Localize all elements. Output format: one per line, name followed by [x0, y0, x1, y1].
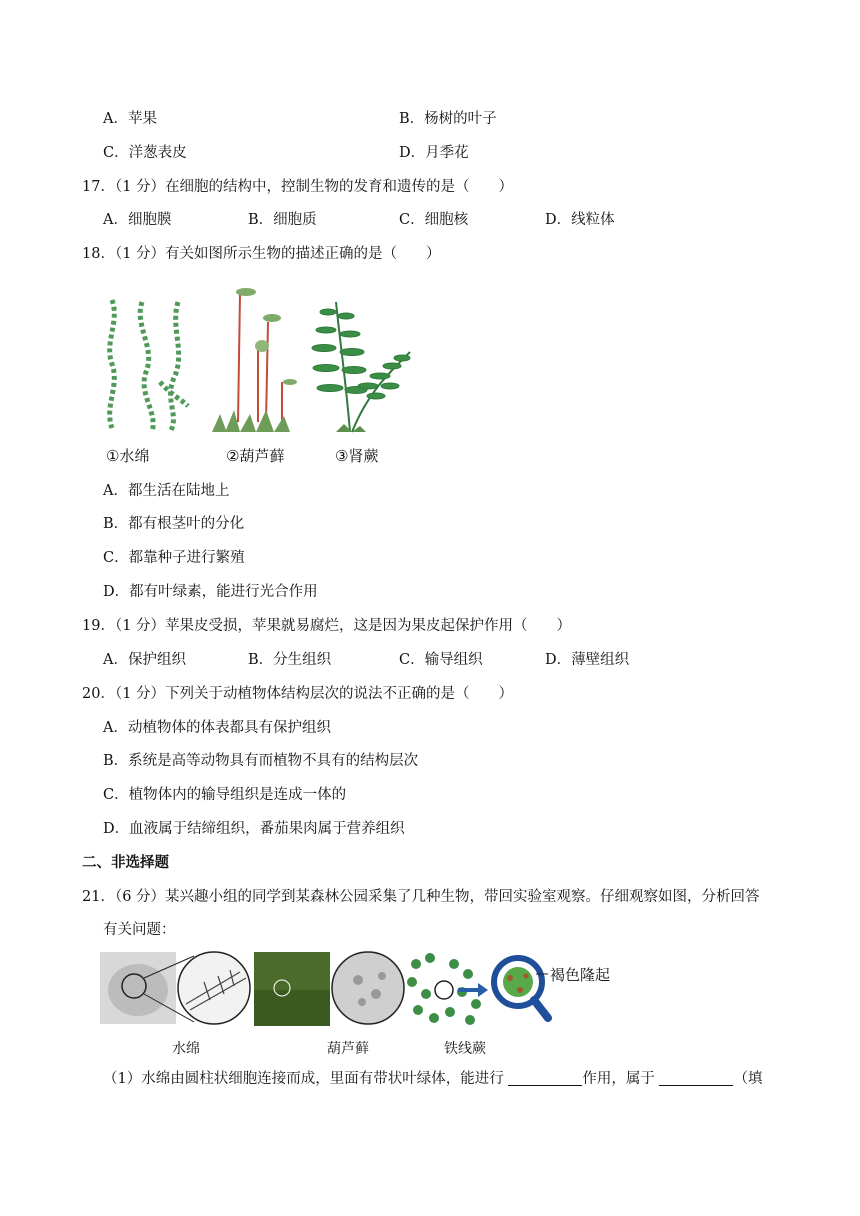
moss-illustration — [212, 288, 297, 432]
q17-option-b: B．细胞质 — [248, 212, 317, 228]
q21-label-spirogyra: 水绵 — [172, 1041, 200, 1057]
q20-option-b: B．系统是高等动物具有而植物不具有的结构层次 — [103, 753, 419, 769]
q18-option-d: D．都有叶绿素，能进行光合作用 — [103, 584, 318, 600]
q19-option-c: C．输导组织 — [399, 652, 483, 668]
q18-stem: 18．（1 分）有关如图所示生物的描述正确的是（ ） — [82, 246, 441, 262]
spirogyra-illustration — [110, 300, 188, 432]
moss-photo — [254, 952, 404, 1026]
q17-option-d: D．线粒体 — [545, 212, 615, 228]
q19-option-d: D．薄壁组织 — [545, 652, 630, 668]
section-title: 二、非选择题 — [82, 855, 169, 871]
q16-option-c: C．洋葱表皮 — [103, 145, 187, 161]
q18-option-a: A．都生活在陆地上 — [103, 483, 230, 499]
q18-label-moss: ②葫芦藓 — [226, 447, 285, 465]
q19-option-b: B．分生组织 — [248, 652, 332, 668]
q16-option-b: B．杨树的叶子 — [399, 111, 497, 127]
q21-label-fern: 铁线蕨 — [444, 1041, 486, 1057]
q18-label-spirogyra: ①水绵 — [106, 447, 150, 465]
q20-option-d: D．血液属于结缔组织，番茄果肉属于营养组织 — [103, 821, 405, 837]
q18-figure — [100, 282, 420, 472]
q19-stem: 19．（1 分）苹果皮受损，苹果就易腐烂，这是因为果皮起保护作用（ ） — [82, 618, 572, 634]
q19-option-a: A．保护组织 — [103, 652, 186, 668]
q20-option-a: A．动植物体的体表都具有保护组织 — [103, 720, 331, 736]
q20-option-c: C．植物体内的输导组织是连成一体的 — [103, 787, 347, 803]
q21-sub1-text3: （填 — [733, 1071, 763, 1087]
q21-sub1-text1: （1）水绵由圆柱状细胞连接而成，里面有带状叶绿体，能进行 — [103, 1071, 509, 1087]
q21-stem-line2: 有关问题： — [103, 922, 176, 938]
q21-sub1-text2: 作用，属于 — [582, 1071, 660, 1087]
magnifying-glass-icon — [494, 958, 548, 1018]
q18-option-c: C．都靠种子进行繁殖 — [103, 550, 245, 566]
q16-option-d: D．月季花 — [399, 145, 469, 161]
q18-label-fern: ③肾蕨 — [335, 447, 379, 465]
q21-callout: 褐色隆起 — [550, 966, 611, 984]
q21-stem-line1: 21．（6 分）某兴趣小组的同学到某森林公园采集了几种生物，带回实验室观察。仔细观察如图，分析回答 — [82, 889, 760, 905]
q18-option-b: B．都有根茎叶的分化 — [103, 516, 245, 532]
q20-stem: 20．（1 分）下列关于动植物体结构层次的说法不正确的是（ ） — [82, 686, 514, 702]
q21-label-moss: 葫芦藓 — [327, 1041, 369, 1057]
q17-stem: 17．（1 分）在细胞的结构中，控制生物的发育和遗传的是（ ） — [82, 179, 514, 195]
fern-illustration — [312, 302, 410, 432]
q16-option-a: A．苹果 — [103, 111, 157, 127]
q17-option-a: A．细胞膜 — [103, 212, 172, 228]
answer-blank-2[interactable] — [659, 1071, 733, 1086]
maidenhair-fern-photo — [407, 953, 488, 1025]
spirogyra-photo — [100, 952, 250, 1024]
answer-blank-1[interactable] — [508, 1071, 582, 1086]
q17-option-c: C．细胞核 — [399, 212, 469, 228]
q21-figure — [100, 950, 620, 1032]
q21-sub1 — [103, 1069, 762, 1089]
